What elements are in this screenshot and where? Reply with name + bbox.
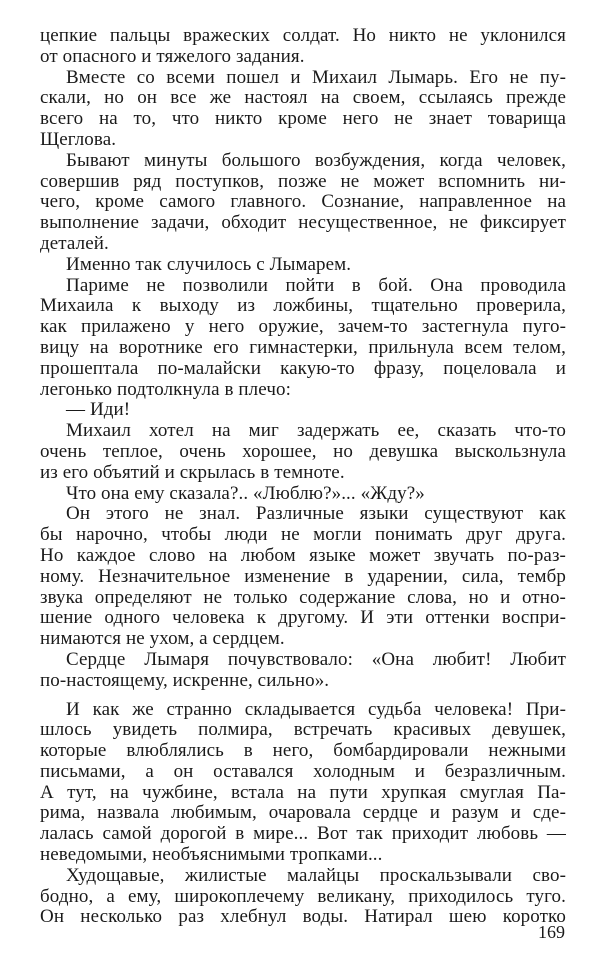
- paragraph: [40, 26, 566, 68]
- text-line: легонько подтолкнула в плечо:: [40, 378, 291, 400]
- text-line: по-настоящему, искренне, сильно».: [40, 669, 330, 691]
- text-line: неведомыми, необъяснимыми тропками...: [40, 844, 383, 866]
- text-line: шлось увидеть полмира, встречать красивых девушек,: [40, 719, 566, 741]
- book-page-text: [40, 26, 566, 928]
- text-line: нимаются не ухом, а сердцем.: [40, 628, 285, 650]
- paragraph: [40, 400, 566, 421]
- paragraph: [40, 504, 566, 650]
- paragraph: [40, 276, 566, 401]
- paragraph: [40, 68, 566, 151]
- text-line: бодно, а ему, широкоплечему великану, приходилось туго.: [40, 885, 566, 907]
- paragraph: [40, 700, 566, 866]
- text-line: Михаил хотел на миг задержать ее, сказать что-то: [66, 420, 566, 442]
- text-line: Что она ему сказала?.. «Люблю?»... «Жду?»: [66, 482, 425, 504]
- text-line: прошептала по-малайски какую-то фразу, поцеловала и: [40, 357, 566, 379]
- text-line: как прилажено у него оружие, зачем-то застегнула пуго-: [40, 316, 566, 338]
- text-line: А тут, на чужбине, встала на пути хрупкая смуглая Па-: [40, 781, 566, 803]
- paragraph: [40, 866, 566, 928]
- paragraph: [40, 255, 566, 276]
- text-line: ному. Незначительное изменение в ударении, сила, тембр: [40, 565, 566, 587]
- text-line: Вместе со всеми пошел и Михаил Лымарь. Его не пу-: [66, 66, 566, 88]
- text-line: Он несколько раз хлебнул воды. Натирал шею коротко: [40, 906, 566, 928]
- text-line: бы нарочно, чтобы люди не могли понимать друг друга.: [40, 524, 566, 546]
- text-line: И как же странно складывается судьба человека! При-: [66, 698, 566, 720]
- text-line: Именно так случилось с Лымарем.: [66, 253, 352, 275]
- text-line: очень теплое, очень хорошее, но девушка выскользнула: [40, 440, 566, 462]
- text-line: Сердце Лымаря почувствовало: «Она любит! Любит: [66, 648, 566, 670]
- text-line: совершив ряд поступков, позже не может вспомнить ни-: [40, 170, 566, 192]
- text-line: Париме не позволили пойти в бой. Она проводила: [66, 274, 566, 296]
- text-line: от опасного и тяжелого задания.: [40, 45, 305, 67]
- text-line: шение одного человека к другому. И эти оттенки воспри-: [40, 607, 566, 629]
- text-line: рима, назвала любимым, очаровала сердце и разум и сде-: [40, 802, 566, 824]
- text-line: Михаила к выходу из ложбины, тщательно проверила,: [40, 295, 566, 317]
- text-line: вицу на воротнике его гимнастерки, прильнула всем телом,: [40, 336, 566, 358]
- text-line: всего на то, что никто кроме него не знает товарища: [40, 108, 566, 130]
- text-line: Бывают минуты большого возбуждения, когда человек,: [66, 149, 566, 171]
- text-line: деталей.: [40, 232, 109, 254]
- text-line: Он этого не знал. Различные языки существуют как: [66, 503, 566, 525]
- text-line: звука определяют не только содержание слова, но и отно-: [40, 586, 566, 608]
- paragraph: [40, 151, 566, 255]
- text-line: Худощавые, жилистые малайцы проскальзывали сво-: [66, 864, 566, 886]
- text-line: из его объятий и скрылась в темноте.: [40, 461, 345, 483]
- text-line: лалась самой дорогой в мире... Вот так приходит любовь —: [40, 823, 566, 845]
- text-line: скали, но он все же настоял на своем, ссылаясь прежде: [40, 87, 566, 109]
- text-line: Щеглова.: [40, 128, 117, 150]
- paragraph: [40, 650, 566, 692]
- text-line: которые влюблялись в него, бомбардировали нежными: [40, 740, 566, 762]
- paragraph: [40, 484, 566, 505]
- text-line: чего, кроме самого главного. Сознание, направленное на: [40, 191, 566, 213]
- paragraph: [40, 421, 566, 483]
- text-line: выполнение задачи, обходит несущественное, не фиксирует: [40, 212, 566, 234]
- text-line: Но каждое слово на любом языке может звучать по-раз-: [40, 544, 566, 566]
- text-line: цепкие пальцы вражеских солдат. Но никто не уклонился: [40, 25, 566, 46]
- text-line: письмами, а он оставался холодным и безразличным.: [40, 760, 566, 782]
- text-line: — Иди!: [66, 399, 131, 421]
- page-number: 169: [538, 922, 565, 942]
